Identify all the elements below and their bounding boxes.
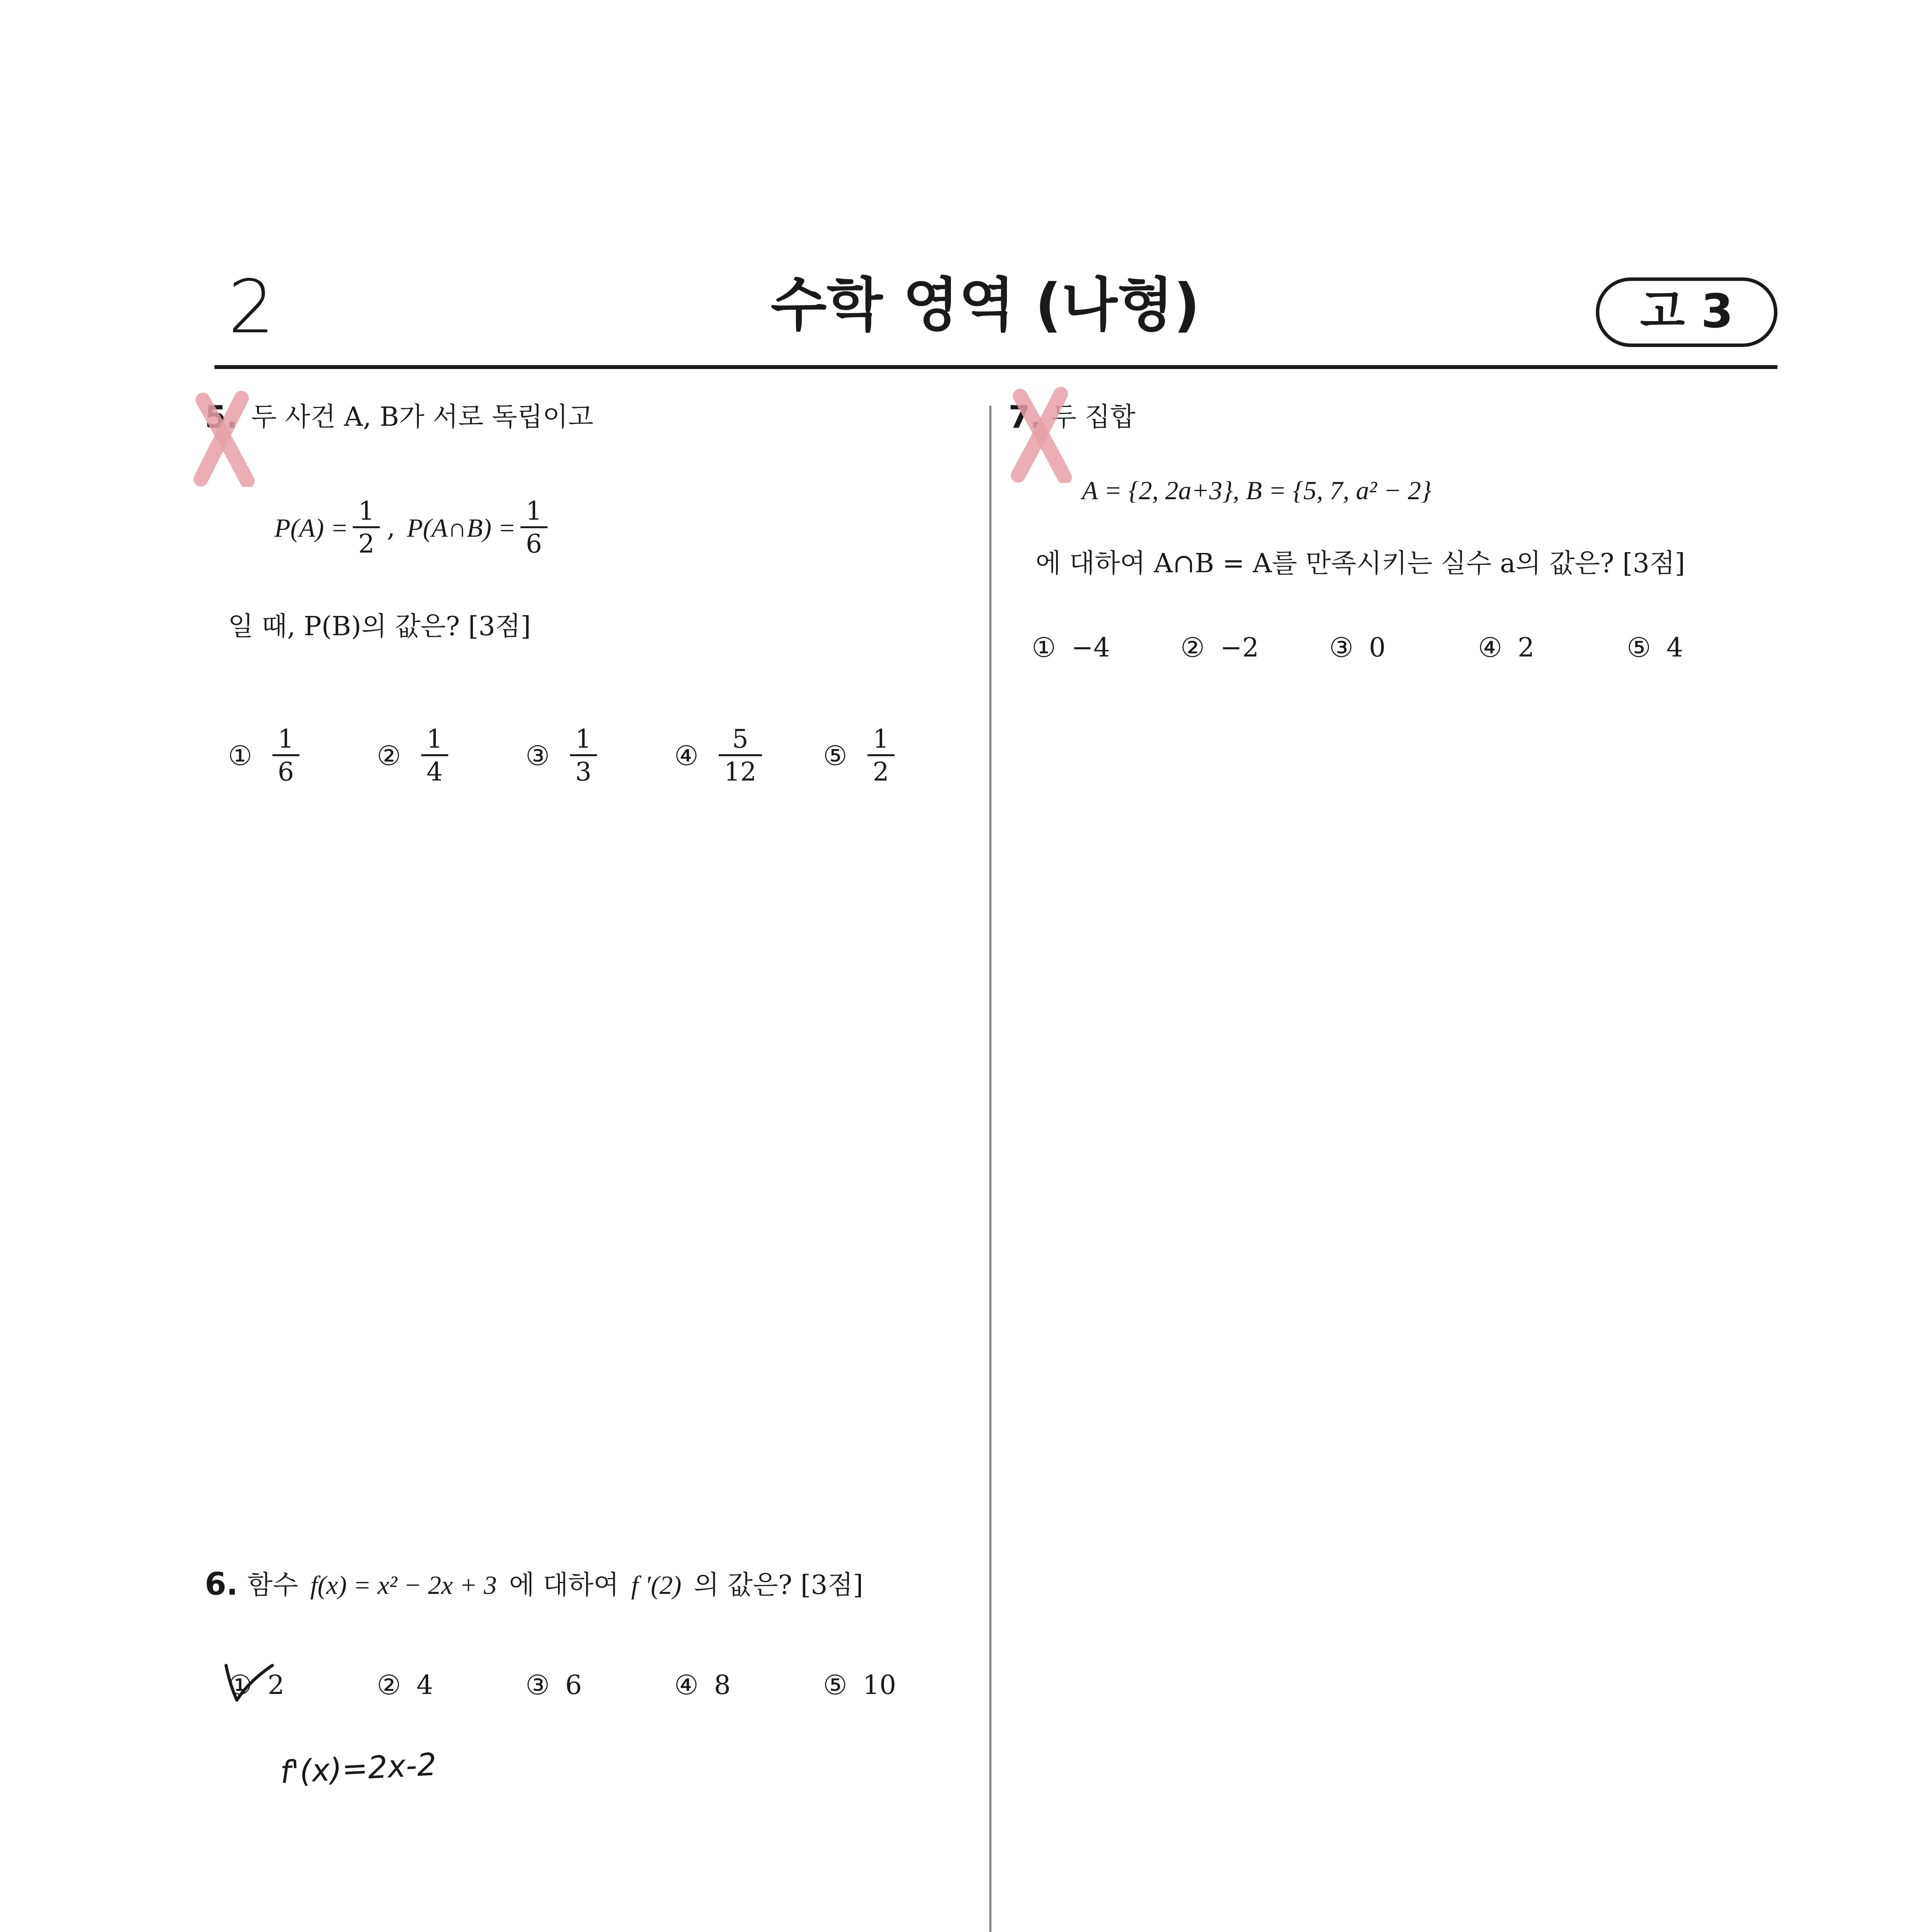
fraction-numerator: 1 bbox=[575, 724, 592, 754]
choice-value: 4 bbox=[416, 1670, 434, 1701]
fraction-denominator: 12 bbox=[719, 754, 762, 785]
answer-choice[interactable] bbox=[674, 726, 767, 785]
page-number: 2 bbox=[228, 264, 275, 350]
question-5-stem: 두 사건 A, B가 서로 독립이고 bbox=[251, 402, 594, 432]
column-divider bbox=[989, 406, 992, 1932]
question-number: 6. bbox=[205, 1566, 238, 1602]
handwritten-note: f'(x)=2x-2 bbox=[279, 1746, 438, 1791]
choice-value: 4 bbox=[1666, 632, 1684, 663]
fraction-numerator: 1 bbox=[358, 496, 375, 526]
choice-marker: ③ bbox=[526, 1669, 550, 1701]
choice-value: 10 bbox=[862, 1670, 896, 1701]
choice-marker: ① bbox=[1032, 632, 1056, 663]
fraction bbox=[570, 726, 597, 785]
cross-mark-icon bbox=[189, 390, 259, 487]
answer-choice[interactable] bbox=[1032, 632, 1110, 663]
fraction bbox=[867, 726, 895, 785]
choice-marker: ② bbox=[377, 740, 401, 772]
choice-value: 6 bbox=[565, 1670, 582, 1701]
answer-choice[interactable] bbox=[377, 726, 453, 785]
choice-value: 0 bbox=[1369, 632, 1386, 663]
cross-mark-icon bbox=[1007, 386, 1076, 483]
fraction-denominator: 2 bbox=[867, 754, 895, 785]
fraction bbox=[520, 498, 548, 557]
question-7-prompt: 에 대하여 A∩B = A를 만족시키는 실수 a의 값은? [3점] bbox=[1036, 548, 1685, 579]
choice-value: 8 bbox=[714, 1670, 731, 1701]
fraction-numerator: 1 bbox=[872, 724, 889, 754]
fraction-denominator: 4 bbox=[421, 754, 448, 785]
fraction-numerator: 5 bbox=[732, 724, 748, 754]
choice-marker: ⑤ bbox=[823, 1669, 847, 1701]
choice-marker: ③ bbox=[1329, 632, 1354, 663]
grade-badge: 고 3 bbox=[1596, 277, 1777, 347]
page-title: 수학 영역 (나형) bbox=[770, 272, 1200, 339]
function-expression: f(x) = x² − 2x + 3 bbox=[310, 1570, 497, 1600]
derivative-expression: f ′(2) bbox=[631, 1570, 682, 1600]
fraction-numerator: 1 bbox=[426, 724, 443, 754]
answer-choice[interactable] bbox=[1478, 632, 1534, 663]
fraction bbox=[719, 726, 762, 785]
choice-marker: ③ bbox=[526, 740, 550, 772]
choice-marker: ⑤ bbox=[1627, 632, 1651, 663]
answer-choice[interactable] bbox=[526, 1669, 582, 1701]
choice-marker: ④ bbox=[674, 1669, 699, 1701]
question-7-stem: 두 집합 bbox=[1051, 402, 1136, 432]
stem-part: 의 값은? [3점] bbox=[694, 1570, 863, 1600]
choice-marker: ④ bbox=[1478, 632, 1502, 663]
question-5-condition: P(A) = $\frac{1}{2}$ , P(A∩B) = $\frac{1}{6}$ bbox=[274, 498, 552, 557]
answer-choice[interactable] bbox=[1180, 632, 1259, 663]
question-6-stem bbox=[247, 1572, 863, 1599]
choice-value: −4 bbox=[1071, 632, 1111, 663]
fraction-denominator: 6 bbox=[272, 754, 299, 785]
choice-value: 2 bbox=[1517, 632, 1535, 663]
choice-marker: ① bbox=[228, 740, 252, 772]
choice-marker: ⑤ bbox=[823, 740, 847, 772]
choice-value: −2 bbox=[1220, 632, 1259, 663]
question-6 bbox=[205, 1566, 238, 1602]
answer-choice[interactable] bbox=[674, 1669, 731, 1701]
question-5-prompt: 일 때, P(B)의 값은? [3점] bbox=[228, 611, 531, 642]
answer-choice[interactable] bbox=[377, 1669, 433, 1701]
cond-left-label: P(A) = bbox=[274, 513, 349, 543]
question-number: 5. bbox=[205, 399, 238, 435]
choice-value: 2 bbox=[267, 1670, 285, 1701]
fraction bbox=[272, 726, 299, 785]
question-number: 7. bbox=[1009, 399, 1042, 435]
answer-choice[interactable] bbox=[1627, 632, 1683, 663]
stem-part: 에 대하여 bbox=[509, 1570, 619, 1600]
answer-choice[interactable] bbox=[526, 726, 602, 785]
fraction bbox=[421, 726, 448, 785]
header-rule bbox=[214, 365, 1777, 369]
fraction bbox=[353, 498, 380, 557]
fraction-denominator: 6 bbox=[520, 526, 548, 557]
choice-marker: ② bbox=[377, 1669, 401, 1701]
answer-choice[interactable] bbox=[1329, 632, 1386, 663]
choice-marker: ④ bbox=[674, 740, 699, 772]
fraction-numerator: 1 bbox=[526, 496, 542, 526]
answer-choice[interactable] bbox=[823, 1669, 896, 1701]
choice-marker: ① bbox=[228, 1669, 252, 1701]
fraction-denominator: 3 bbox=[570, 754, 597, 785]
answer-choice[interactable] bbox=[228, 726, 304, 785]
fraction-denominator: 2 bbox=[353, 526, 380, 557]
check-mark-icon bbox=[222, 1658, 284, 1716]
fraction-numerator: 1 bbox=[277, 724, 294, 754]
cond-right-label: P(A∩B) = bbox=[406, 513, 516, 543]
question-7-sets: A = {2, 2a+3}, B = {5, 7, a² − 2} bbox=[1082, 476, 1432, 505]
answer-choice[interactable] bbox=[823, 726, 899, 785]
choice-marker: ② bbox=[1180, 632, 1205, 663]
stem-part: 함수 bbox=[247, 1570, 298, 1600]
